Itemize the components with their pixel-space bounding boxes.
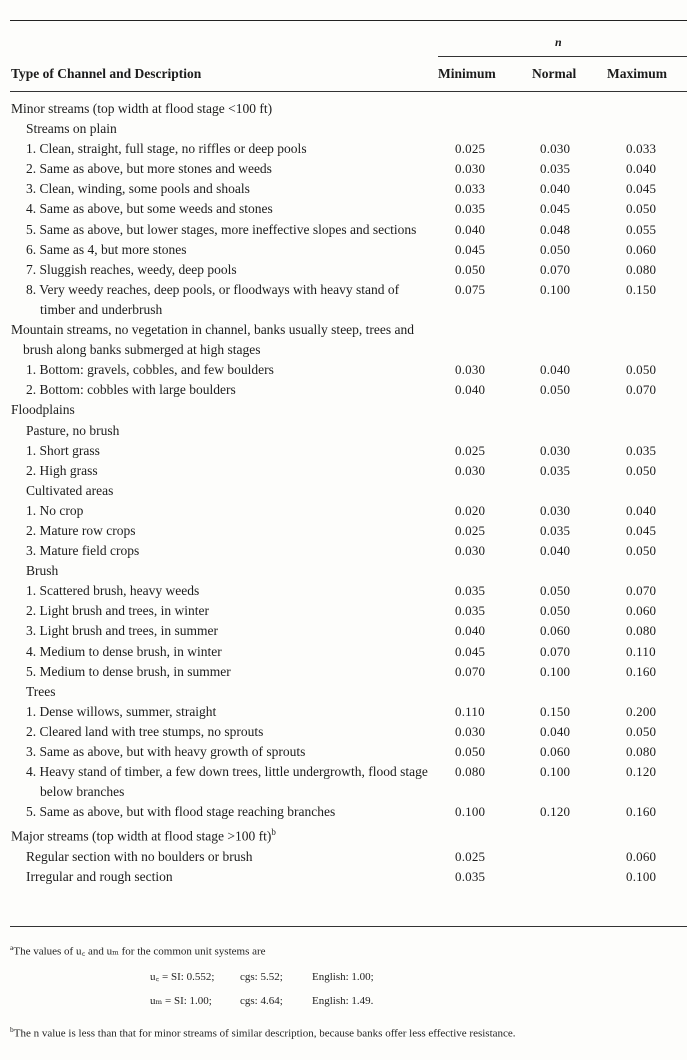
value-normal: 0.035 <box>540 522 571 538</box>
formula-uc-cgs: cgs: 5.52; <box>240 971 283 983</box>
row-text <box>26 662 430 682</box>
table-row <box>0 822 687 847</box>
subsection-heading <box>0 847 430 867</box>
row-text-content: 2. Cleared land with tree stumps, no sprouts <box>26 723 264 739</box>
value-minimum: 0.100 <box>455 804 486 820</box>
value-maximum: 0.055 <box>626 221 657 237</box>
row-description <box>0 240 430 260</box>
row-text <box>26 159 430 179</box>
row-description <box>0 541 430 561</box>
value-minimum: 0.045 <box>455 643 486 659</box>
header-minimum: Minimum <box>438 66 496 81</box>
row-description <box>0 642 430 662</box>
row-text-content: Minor streams (top width at flood stage <100 ft) <box>11 101 273 116</box>
value-maximum: 0.050 <box>626 543 657 559</box>
table-row <box>0 722 687 742</box>
value-minimum: 0.030 <box>455 543 486 559</box>
n-symbol: n <box>555 35 562 49</box>
row-text-content: 6. Same as 4, but more stones <box>26 241 187 257</box>
subsection-heading <box>0 421 430 441</box>
value-minimum: 0.025 <box>455 848 486 864</box>
row-text-content: 2. Mature row crops <box>26 522 136 538</box>
row-text <box>26 441 430 461</box>
row-description <box>0 441 430 461</box>
row-text-content: 3. Light brush and trees, in summer <box>26 623 218 639</box>
value-maximum: 0.070 <box>626 583 657 599</box>
table-row <box>0 119 687 139</box>
value-maximum: 0.080 <box>626 261 657 277</box>
table-row <box>0 541 687 561</box>
value-minimum: 0.040 <box>455 221 486 237</box>
value-normal: 0.100 <box>540 663 571 679</box>
value-minimum: 0.050 <box>455 744 486 759</box>
row-text-content: 8. Very weedy reaches, deep pools, or floodways with heavy stand of timber and underbrush <box>26 281 400 317</box>
row-description <box>0 601 430 621</box>
row-description <box>0 621 430 641</box>
row-text <box>26 179 430 199</box>
row-text <box>26 802 430 822</box>
value-minimum: 0.033 <box>455 181 486 197</box>
value-maximum: 0.060 <box>626 603 657 619</box>
row-description <box>0 461 430 481</box>
value-maximum: 0.060 <box>626 241 657 257</box>
value-minimum: 0.025 <box>455 442 486 458</box>
row-text-content: Brush <box>26 563 59 579</box>
value-normal: 0.050 <box>540 583 571 599</box>
footnote-a-text: The values of u꜀ and uₘ for the common unit systems are <box>13 945 266 958</box>
table-header <box>0 66 687 86</box>
table-row <box>0 601 687 621</box>
subsection-heading <box>0 867 430 887</box>
table-row <box>0 802 687 822</box>
row-description <box>0 360 430 380</box>
n-column-rule <box>438 56 687 57</box>
value-normal: 0.100 <box>540 281 571 297</box>
value-normal: 0.030 <box>540 442 571 458</box>
table-row <box>0 621 687 641</box>
value-maximum: 0.040 <box>626 502 657 518</box>
value-maximum: 0.050 <box>626 723 657 739</box>
row-text-content: 1. Bottom: gravels, cobbles, and few boulders <box>26 362 274 378</box>
table-row <box>0 240 687 260</box>
value-maximum: 0.070 <box>626 382 657 398</box>
row-text-content: Regular section with no boulders or brush <box>26 848 253 864</box>
value-normal: 0.040 <box>540 723 571 739</box>
row-text <box>26 220 430 240</box>
row-text <box>26 541 430 561</box>
table-row <box>0 642 687 662</box>
value-normal: 0.100 <box>540 764 571 780</box>
value-maximum: 0.060 <box>626 848 657 864</box>
value-minimum: 0.030 <box>455 161 486 177</box>
row-text-content: 2. Light brush and trees, in winter <box>26 603 209 619</box>
value-maximum: 0.110 <box>626 643 656 659</box>
row-text <box>26 581 430 601</box>
table-row <box>0 702 687 722</box>
row-text-content: 1. Short grass <box>26 442 100 458</box>
table-row <box>0 179 687 199</box>
row-text <box>26 847 430 867</box>
table-row <box>0 521 687 541</box>
row-text-content: 7. Sluggish reaches, weedy, deep pools <box>26 261 237 277</box>
row-text-content: 5. Same as above, but with flood stage reaching branches <box>26 804 336 820</box>
table-row <box>0 280 687 320</box>
footnote-marker: b <box>271 827 276 838</box>
row-description <box>0 179 430 199</box>
value-minimum: 0.070 <box>455 663 486 679</box>
row-text-content: 4. Medium to dense brush, in winter <box>26 643 222 659</box>
value-minimum: 0.045 <box>455 241 486 257</box>
table-row <box>0 99 687 119</box>
row-text <box>26 139 430 159</box>
value-normal: 0.070 <box>540 643 571 659</box>
row-text-content: Major streams (top width at flood stage >100 ft) <box>11 828 272 844</box>
value-minimum: 0.050 <box>455 261 486 277</box>
row-text-content: Streams on plain <box>26 121 117 137</box>
row-text-content: 4. Heavy stand of timber, a few down trees, little undergrowth, flood stage below branches <box>26 764 428 800</box>
value-minimum: 0.020 <box>455 502 486 518</box>
row-description <box>0 521 430 541</box>
top-rule <box>10 20 687 21</box>
value-maximum: 0.045 <box>626 522 657 538</box>
row-text <box>11 99 430 119</box>
row-text-content: 3. Clean, winding, some pools and shoals <box>26 181 250 197</box>
value-minimum: 0.035 <box>455 603 486 619</box>
row-text-content: 1. Scattered brush, heavy weeds <box>26 583 200 599</box>
value-minimum: 0.030 <box>455 462 486 478</box>
value-minimum: 0.080 <box>455 764 486 780</box>
formula-uc-english: English: 1.00; <box>312 971 374 983</box>
row-text-content: 2. High grass <box>26 462 98 478</box>
footnote-a-marker: a <box>10 943 14 952</box>
row-description <box>0 159 430 179</box>
footnotes <box>10 940 682 1040</box>
table-row <box>0 139 687 159</box>
value-maximum: 0.200 <box>626 703 657 719</box>
value-normal: 0.040 <box>540 181 571 197</box>
section-heading <box>0 822 430 847</box>
header-normal: Normal <box>532 66 577 81</box>
row-text <box>26 501 430 521</box>
header-maximum: Maximum <box>607 66 667 81</box>
row-text-content: 4. Same as above, but some weeds and stones <box>26 201 273 217</box>
row-text-content: 3. Mature field crops <box>26 543 140 559</box>
footnote-b-text: The n value is less than that for minor streams of similar description, because banks offer less effective resistance. <box>13 1027 516 1040</box>
formula-uc-si: u꜀ = SI: 0.552; <box>150 971 215 983</box>
row-description <box>0 662 430 682</box>
formula-um-english: English: 1.49. <box>312 995 374 1007</box>
value-normal: 0.070 <box>540 261 571 277</box>
subsection-heading <box>0 119 430 139</box>
row-text-content: 2. Bottom: cobbles with large boulders <box>26 382 236 398</box>
table-row <box>0 199 687 219</box>
table-row <box>0 501 687 521</box>
subsection-heading <box>0 682 430 702</box>
value-maximum: 0.080 <box>626 744 657 759</box>
table-row <box>0 360 687 380</box>
value-maximum: 0.050 <box>626 462 657 478</box>
row-text-content: 5. Medium to dense brush, in summer <box>26 663 231 679</box>
row-description <box>0 581 430 601</box>
value-minimum: 0.035 <box>455 869 486 885</box>
row-text-content: 3. Same as above, but with heavy growth of sprouts <box>26 744 306 759</box>
footnote-b <box>10 1022 686 1042</box>
table-row <box>0 400 687 420</box>
footnote-b-marker: b <box>10 1025 14 1034</box>
row-text <box>26 601 430 621</box>
value-maximum: 0.160 <box>626 804 657 820</box>
section-heading <box>0 400 430 420</box>
row-text <box>26 360 430 380</box>
header-type: Type of Channel and Description <box>11 66 202 81</box>
formula-um-si: uₘ = SI: 1.00; <box>150 995 212 1007</box>
value-minimum: 0.025 <box>455 141 486 157</box>
value-normal: 0.060 <box>540 623 571 639</box>
value-normal: 0.040 <box>540 362 571 378</box>
value-minimum: 0.040 <box>455 623 486 639</box>
table-row <box>0 867 687 887</box>
row-description <box>0 199 430 219</box>
row-description <box>0 280 430 320</box>
table-body <box>0 99 687 887</box>
value-maximum: 0.120 <box>626 764 657 780</box>
value-normal: 0.150 <box>540 703 571 719</box>
table-row <box>0 581 687 601</box>
row-description <box>0 501 430 521</box>
formula-uc <box>150 970 374 985</box>
value-minimum: 0.110 <box>455 703 485 719</box>
row-text <box>26 240 430 260</box>
value-normal: 0.060 <box>540 744 571 759</box>
row-description <box>0 260 430 280</box>
value-normal: 0.050 <box>540 241 571 257</box>
value-minimum: 0.035 <box>455 201 486 217</box>
footnote-a <box>10 940 682 960</box>
value-normal: 0.120 <box>540 804 571 820</box>
value-maximum: 0.080 <box>626 623 657 639</box>
table-row <box>0 380 687 400</box>
row-text-content: Floodplains <box>11 402 75 418</box>
row-text-content: 5. Same as above, but lower stages, more ineffective slopes and sections <box>26 221 417 237</box>
table-row <box>0 421 687 441</box>
value-minimum: 0.035 <box>455 583 486 599</box>
table-row <box>0 260 687 280</box>
row-description <box>0 802 430 822</box>
value-maximum: 0.050 <box>626 362 657 378</box>
table-row <box>0 762 687 802</box>
row-text-content: Irregular and rough section <box>26 869 173 885</box>
row-text <box>11 320 430 360</box>
row-text <box>26 742 430 762</box>
value-maximum: 0.100 <box>626 869 657 885</box>
value-normal: 0.035 <box>540 161 571 177</box>
row-description <box>0 762 430 802</box>
value-maximum: 0.150 <box>626 281 657 297</box>
table-row <box>0 441 687 461</box>
table-row <box>0 481 687 501</box>
row-text-content: 1. Clean, straight, full stage, no riffles or deep pools <box>26 141 307 157</box>
row-description <box>0 220 430 240</box>
row-text <box>26 521 430 541</box>
formula-um <box>150 994 374 1009</box>
row-text-content: Pasture, no brush <box>26 422 120 438</box>
row-text-content: 1. No crop <box>26 502 84 518</box>
table-row <box>0 847 687 867</box>
row-text <box>26 461 430 481</box>
row-text <box>26 481 430 501</box>
value-normal: 0.045 <box>540 201 571 217</box>
formula-um-cgs: cgs: 4.64; <box>240 995 283 1007</box>
row-text <box>26 621 430 641</box>
table-row <box>0 220 687 240</box>
row-text <box>11 822 430 847</box>
value-normal: 0.030 <box>540 141 571 157</box>
table-row <box>0 461 687 481</box>
row-text <box>26 702 430 722</box>
row-text <box>26 561 430 581</box>
row-text-content: Trees <box>26 683 56 699</box>
value-normal: 0.050 <box>540 603 571 619</box>
row-description <box>0 722 430 742</box>
value-normal: 0.035 <box>540 462 571 478</box>
table-row <box>0 682 687 702</box>
row-text <box>26 260 430 280</box>
row-text-content: 2. Same as above, but more stones and weeds <box>26 161 272 177</box>
value-maximum: 0.035 <box>626 442 657 458</box>
table-row <box>0 561 687 581</box>
header-rule <box>10 91 687 92</box>
table-row <box>0 320 687 360</box>
row-text-content: Mountain streams, no vegetation in channel, banks usually steep, trees and brush along banks submerged at high stages <box>11 322 415 358</box>
row-description <box>0 702 430 722</box>
table-row <box>0 159 687 179</box>
row-text <box>26 119 430 139</box>
value-minimum: 0.075 <box>455 281 486 297</box>
section-heading <box>0 320 430 360</box>
row-description <box>0 139 430 159</box>
value-maximum: 0.040 <box>626 161 657 177</box>
bottom-rule <box>10 926 687 927</box>
value-minimum: 0.040 <box>455 382 486 398</box>
row-text-content: 1. Dense willows, summer, straight <box>26 703 217 719</box>
row-text <box>26 280 430 320</box>
row-text <box>26 199 430 219</box>
row-text-content: Cultivated areas <box>26 482 114 498</box>
row-text <box>26 642 430 662</box>
subsection-heading <box>0 561 430 581</box>
value-maximum: 0.033 <box>626 141 657 157</box>
value-minimum: 0.030 <box>455 362 486 378</box>
value-normal: 0.030 <box>540 502 571 518</box>
value-normal: 0.040 <box>540 543 571 559</box>
table-row <box>0 662 687 682</box>
row-text <box>26 380 430 400</box>
row-description <box>0 380 430 400</box>
value-minimum: 0.025 <box>455 522 486 538</box>
row-text <box>26 722 430 742</box>
row-text <box>26 762 430 802</box>
row-text <box>26 421 430 441</box>
row-description <box>0 742 430 762</box>
value-normal: 0.050 <box>540 382 571 398</box>
row-text <box>26 867 430 887</box>
row-text <box>11 400 430 420</box>
subsection-heading <box>0 481 430 501</box>
value-maximum: 0.160 <box>626 663 657 679</box>
value-maximum: 0.050 <box>626 201 657 217</box>
row-text <box>26 682 430 702</box>
value-minimum: 0.030 <box>455 723 486 739</box>
table-row <box>0 742 687 762</box>
value-maximum: 0.045 <box>626 181 657 197</box>
section-heading <box>0 99 430 119</box>
value-normal: 0.048 <box>540 221 571 237</box>
